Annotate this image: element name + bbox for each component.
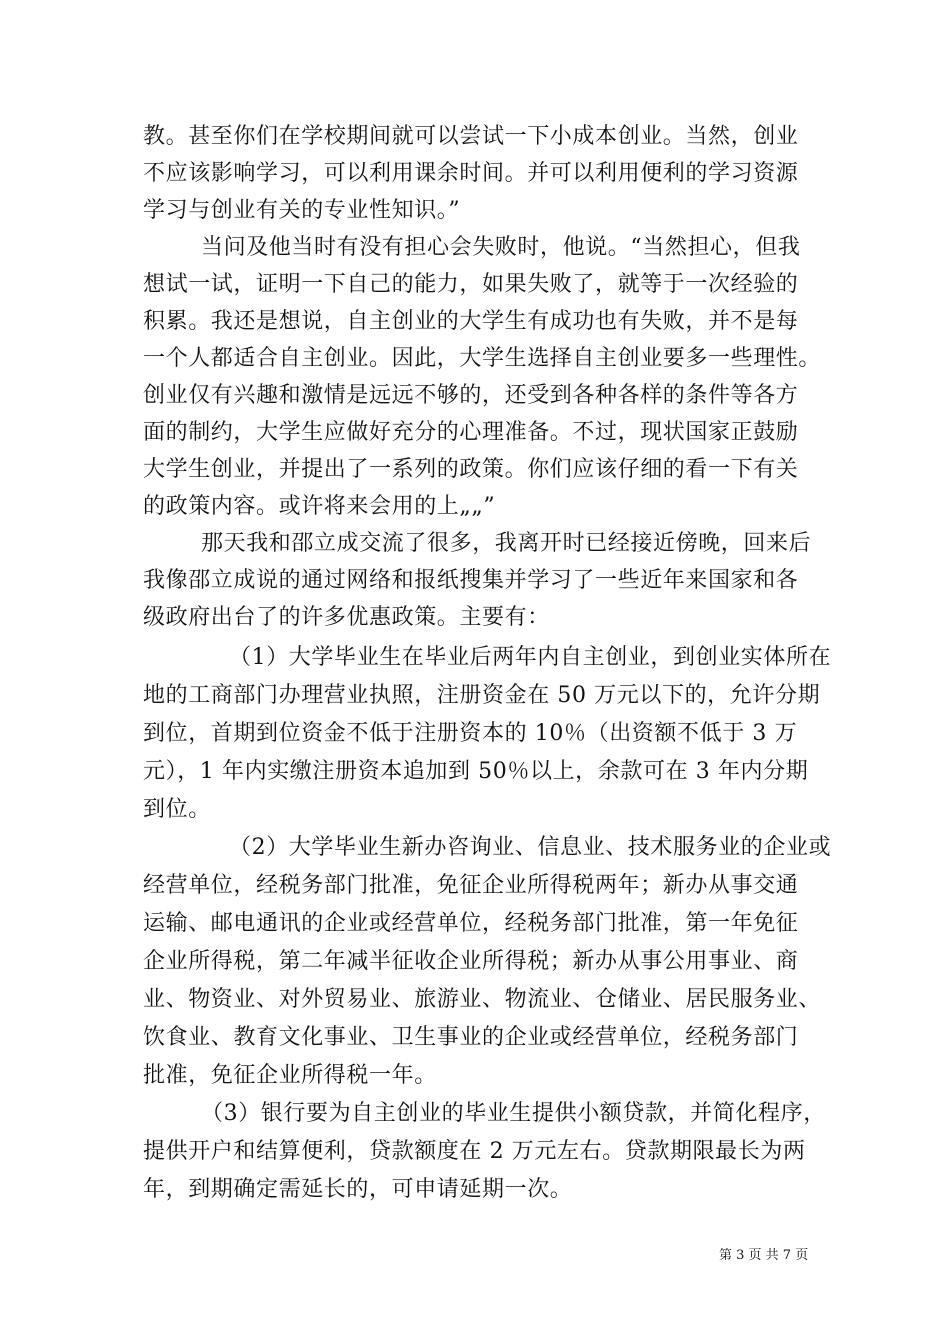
text-line: 积累。我还是想说，自主创业的大学生有成功也有失败，并不是每: [143, 309, 799, 334]
text-line: 学习与创业有关的专业性知识。”: [143, 198, 461, 223]
text-line: 面的制约，大学生应做好充分的心理准备。不过，现状国家正鼓励: [143, 420, 799, 445]
text-line: 不应该影响学习，可以利用课余时间。并可以利用便利的学习资源: [143, 161, 799, 186]
list-item-3-start: （3）银行要为自主创业的毕业生提供小额贷款，并简化程序，: [201, 1101, 826, 1126]
text-line: 大学生创业，并提出了一系列的政策。你们应该仔细的看一下有关: [143, 457, 799, 482]
paragraph-start-line: 当问及他当时有没有担心会失败时，他说。“当然担心，但我: [201, 235, 801, 260]
text-line: 企业所得税，第二年减半征收企业所得税；新办从事公用事业、商: [143, 949, 799, 974]
text-line: 年，到期确定需延长的，可申请延期一次。: [143, 1177, 573, 1202]
text-line: 我像邵立成说的通过网络和报纸搜集并学习了一些近年来国家和各: [143, 568, 799, 593]
text-line: 经营单位，经税务部门批准，免征企业所得税两年；新办从事交通: [143, 873, 799, 898]
list-item-2-start: （2）大学毕业生新办咨询业、信息业、技术服务业的企业或: [229, 835, 832, 860]
text-line: 到位，首期到位资金不低于注册资本的 10％（出资额不低于 3 万: [143, 721, 798, 746]
text-line: 教。甚至你们在学校期间就可以尝试一下小成本创业。当然，创业: [143, 124, 799, 149]
page-number-footer: 第 3 页 共 7 页: [719, 1248, 809, 1263]
text-line: 地的工商部门办理营业执照，注册资金在 50 万元以下的，允许分期: [143, 683, 821, 708]
text-line: 的政策内容。或许将来会用的上„„”: [143, 494, 496, 519]
list-item-1-start: （1）大学毕业生在毕业后两年内自主创业，到创业实体所在: [229, 645, 832, 670]
text-line: 元），1 年内实缴注册资本追加到 50％以上，余款可在 3 年内分期: [143, 759, 809, 784]
text-line: 级政府出台了的许多优惠政策。主要有：: [143, 605, 550, 630]
text-line: 运输、邮电通讯的企业或经营单位，经税务部门批准，第一年免征: [143, 911, 799, 936]
paragraph-start-line: 那天我和邵立成交流了很多，我离开时已经接近傍晚，回来后: [201, 531, 812, 556]
text-line: 业、物资业、对外贸易业、旅游业、物流业、仓储业、居民服务业、: [143, 987, 822, 1012]
text-line: 饮食业、教育文化事业、卫生事业的企业或经营单位，经税务部门: [143, 1025, 799, 1050]
text-line: 想试一试，证明一下自己的能力，如果失败了，就等于一次经验的: [143, 272, 799, 297]
text-line: 批准，免征企业所得税一年。: [143, 1063, 437, 1088]
text-line: 一个人都适合自主创业。因此，大学生选择自主创业要多一些理性。: [143, 346, 822, 371]
text-line: 到位。: [143, 797, 211, 822]
text-line: 提供开户和结算便利，贷款额度在 2 万元左右。贷款期限最长为两: [143, 1139, 806, 1164]
text-line: 创业仅有兴趣和激情是远远不够的，还受到各种各样的条件等各方: [143, 383, 799, 408]
